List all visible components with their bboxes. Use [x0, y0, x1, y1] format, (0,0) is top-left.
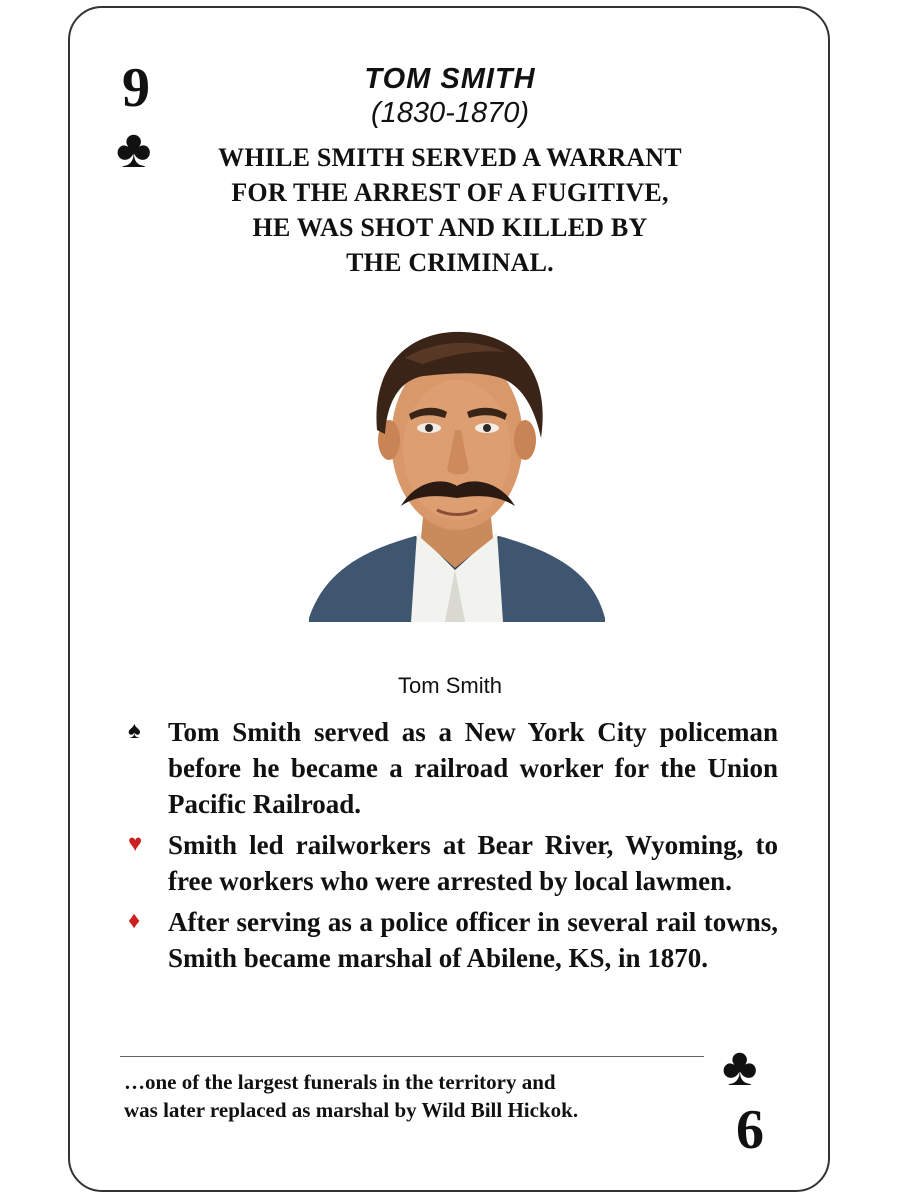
list-item: [118, 904, 778, 976]
headline-line: THE CRIMINAL.: [346, 248, 554, 277]
list-item: [118, 714, 778, 822]
portrait-image: [305, 300, 609, 652]
spade-icon: ♠: [128, 718, 141, 744]
headline-line: HE WAS SHOT AND KILLED BY: [252, 213, 648, 242]
footer-line: …one of the largest funerals in the territory and: [124, 1070, 556, 1094]
bottom-rank: 6: [736, 1099, 764, 1161]
fact-text: Tom Smith served as a New York City policeman before he became a railroad worker for the Union Pacific Railroad.: [168, 717, 778, 819]
top-club-icon: ♣: [116, 119, 152, 179]
footer-line: was later replaced as marshal by Wild Bill Hickok.: [124, 1098, 579, 1122]
fact-text: After serving as a police officer in several rail towns, Smith became marshal of Abilene, KS, in 1870.: [168, 907, 778, 973]
headline-line: WHILE SMITH SERVED A WARRANT: [218, 143, 682, 172]
footer-note: [124, 1068, 684, 1124]
headline: [190, 140, 710, 280]
card-title: TOM SMITH: [364, 63, 536, 95]
card-dates: (1830-1870): [371, 97, 529, 129]
headline-line: FOR THE ARREST OF A FUGITIVE,: [231, 178, 669, 207]
fact-list: [118, 714, 778, 981]
list-item: [118, 827, 778, 899]
top-rank: 9: [122, 57, 150, 119]
bottom-club-icon: ♣: [722, 1037, 758, 1097]
portrait-caption: Tom Smith: [398, 673, 502, 698]
fact-text: Smith led railworkers at Bear River, Wyoming, to free workers who were arrested by local lawmen.: [168, 830, 778, 896]
heart-icon: ♥: [128, 831, 143, 857]
divider: [120, 1056, 704, 1057]
diamond-icon: ♦: [128, 908, 141, 934]
